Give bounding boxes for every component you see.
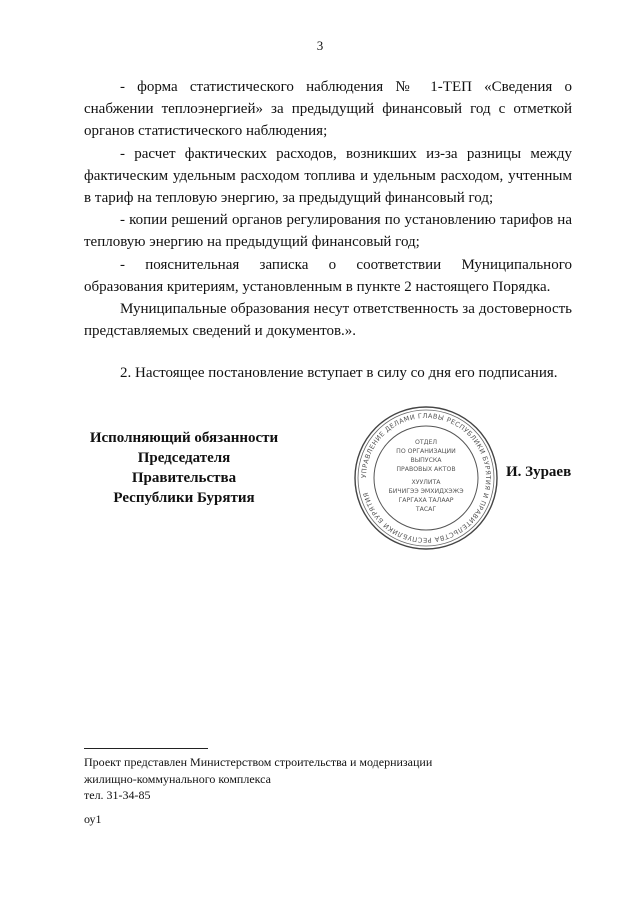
footnote-line: жилищно-коммунального комплекса <box>84 771 271 786</box>
document-code: оу1 <box>84 812 102 826</box>
list-item-tariff-decisions: - копии решений органов регулирования по установлению тарифов на тепловую энергию на предыдущий финансовый год; <box>84 212 572 251</box>
seal-text-line: ПРАВОВЫХ АКТОВ <box>396 466 456 473</box>
responsibility-paragraph: Муниципальные образования несут ответственность за достоверность представляемых сведений и документов.». <box>84 301 572 340</box>
signatory-title-line: Председателя Правительства <box>131 450 237 486</box>
list-item-expense-calculation: - расчет фактических расходов, возникших из-за разницы между фактическим удельным расходом топлива и удельным расходом, учтенным в тариф на тепловую энергию, за предыдущий финансовый год; <box>84 145 572 207</box>
signatory-name: И. Зураев <box>506 464 572 480</box>
seal-text-line: ХУУЛИТА <box>411 479 441 486</box>
footnote-line: Проект представлен Министерством строительства и модернизации <box>84 755 433 769</box>
seal-ring-text: УПРАВЛЕНИЕ ДЕЛАМИ ГЛАВЫ РЕСПУБЛИКИ БУРЯТИЯ И ПРАВИТЕЛЬСТВА РЕСПУБЛИКИ БУРЯТИЯ <box>359 411 493 545</box>
seal-text-line: ОТДЕЛ <box>414 439 438 446</box>
list-item-explanatory-note: - пояснительная записка о соответствии Муниципального образования критериям, установленным в пункте 2 настоящего Порядка. <box>84 256 572 295</box>
footnote <box>84 754 432 804</box>
paragraph-gap <box>84 342 572 362</box>
document-body <box>84 76 572 385</box>
seal-text-line: БИЧИГЭЭ ЭМХИДХЭЖЭ <box>388 488 464 495</box>
seal-text-line: ГАРГАХА ТАЛААР <box>398 497 454 504</box>
footnote-line: тел. 31-34-85 <box>84 788 151 802</box>
page-number: 3 <box>316 38 324 53</box>
signatory-title-line: Исполняющий обязанности <box>89 430 279 446</box>
list-item-form-1tep: - форма статистического наблюдения № 1-ТЕП «Сведения о снабжении теплоэнергией» за предыдущий финансовый год с отметкой органов статистического наблюдения; <box>84 79 572 140</box>
signatory-title <box>84 428 284 508</box>
footnote-divider <box>84 748 208 749</box>
svg-text:УПРАВЛЕНИЕ ДЕЛАМИ ГЛАВЫ РЕСПУБ <box>360 412 492 544</box>
effective-date-paragraph: 2. Настоящее постановление вступает в силу со дня его подписания. <box>120 365 558 382</box>
seal-text-line: ПО ОРГАНИЗАЦИИ <box>396 448 456 455</box>
official-seal <box>352 404 500 552</box>
seal-text-line: ВЫПУСКА <box>410 457 442 464</box>
signatory-title-line: Республики Бурятия <box>113 490 255 506</box>
seal-text-line: ТАСАГ <box>415 506 437 513</box>
